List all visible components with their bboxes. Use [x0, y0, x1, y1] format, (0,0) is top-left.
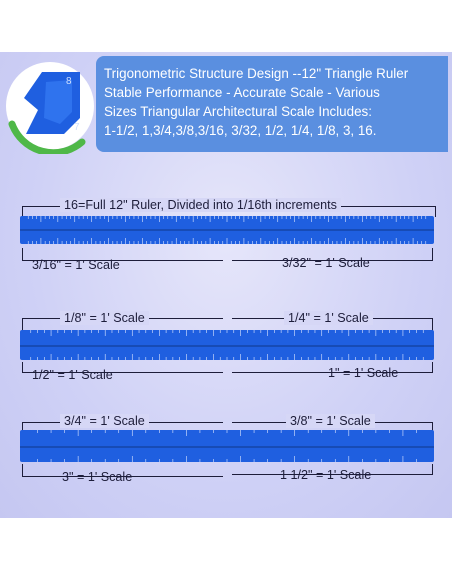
- ruler3-bottom-right-label: 1 1/2" = 1' Scale: [280, 468, 372, 482]
- ruler3-bottom-left-label: 3" = 1' Scale: [62, 470, 133, 484]
- ruler1-top-label: 16=Full 12" Ruler, Divided into 1/16th increments: [60, 198, 341, 212]
- ruler2-bottom-left-label: 1/2" = 1' Scale: [32, 368, 113, 382]
- ruler2-top-left-label: 1/8" = 1' Scale: [60, 311, 149, 325]
- ruler2-top-right-label: 1/4" = 1' Scale: [284, 311, 373, 325]
- top-margin: [0, 0, 452, 52]
- ruler3-top-left-label: 3/4" = 1' Scale: [60, 414, 149, 428]
- ruler3-top-right-label: 3/8" = 1' Scale: [286, 414, 375, 428]
- feature-line-2: Stable Performance - Accurate Scale - Various: [104, 85, 380, 100]
- ruler-1: [20, 216, 434, 246]
- badge-digit-bottom: 7: [74, 122, 80, 133]
- feature-text: [104, 64, 444, 140]
- feature-line-4: 1-1/2, 1,3/4,3/8,3/16, 3/32, 1/2, 1/4, 1/8, 3, 16.: [104, 123, 377, 138]
- bottom-margin: [0, 518, 452, 584]
- ruler-cross-section-icon: [2, 58, 98, 154]
- ruler-2: [20, 330, 434, 362]
- ruler-3: [20, 430, 434, 464]
- feature-line-3: Sizes Triangular Architectural Scale Includes:: [104, 104, 372, 119]
- ruler1-bottom-right-label: 3/32" = 1' Scale: [282, 256, 370, 270]
- ruler1-bottom-left-label: 3/16" = 1' Scale: [32, 258, 120, 272]
- ruler2-bottom-right-label: 1" = 1' Scale: [328, 366, 399, 380]
- badge-digit-top: 8: [66, 76, 72, 87]
- feature-line-1: Trigonometric Structure Design --12" Triangle Ruler: [104, 66, 409, 81]
